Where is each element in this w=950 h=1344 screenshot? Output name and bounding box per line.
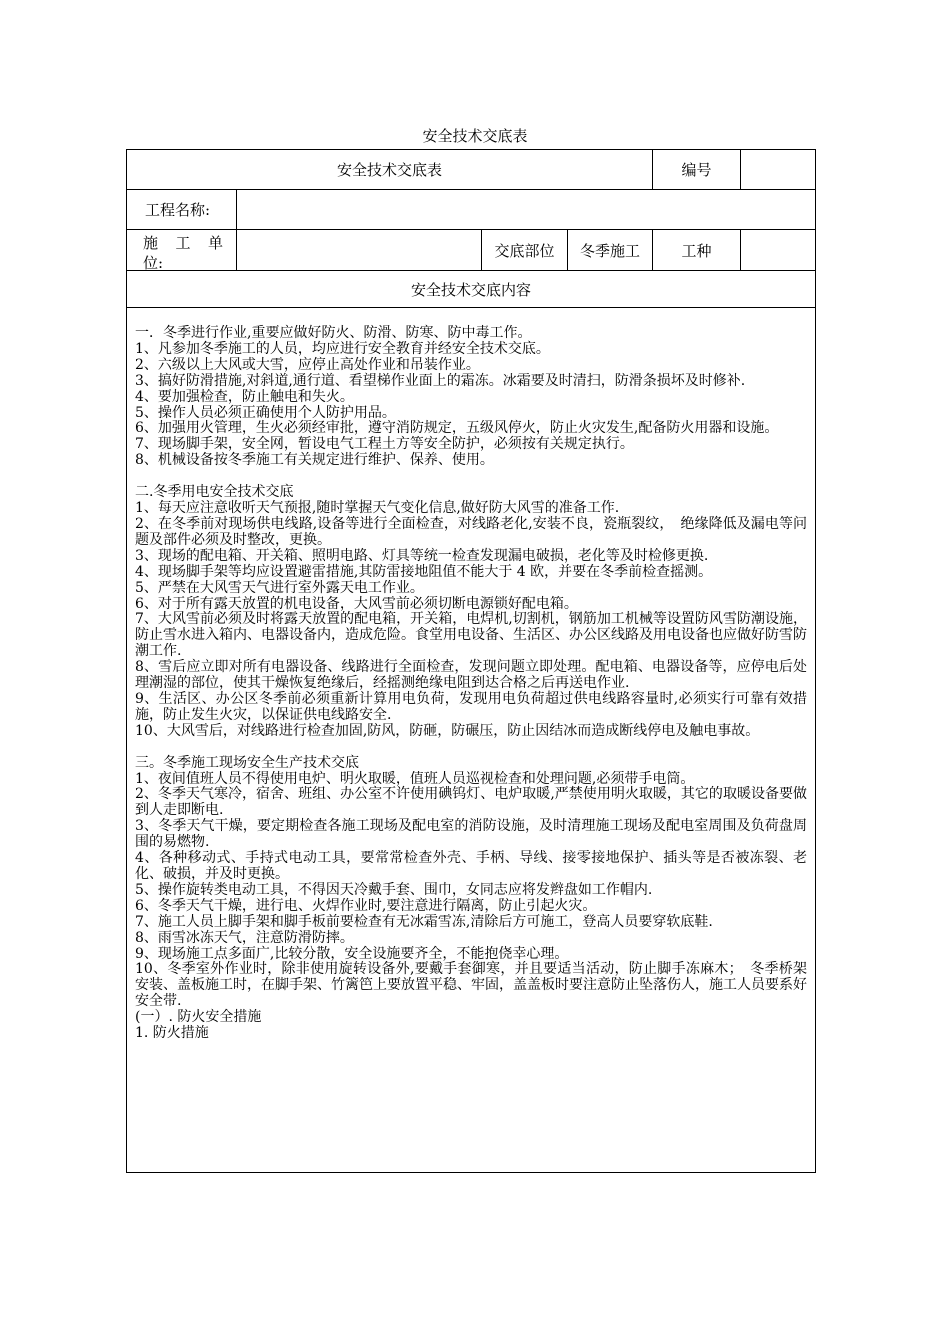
paragraph: 2、六级以上大风或大雪，应停止高处作业和吊装作业。 bbox=[135, 356, 480, 373]
paragraph: 8、雨雪冰冻天气，注意防滑防摔。 bbox=[135, 929, 354, 946]
paragraph: 8、机械设备按冬季施工有关规定进行维护、保养、使用。 bbox=[135, 452, 494, 469]
paragraph: 5、操作人员必须正确使用个人防护用品。 bbox=[135, 404, 396, 421]
paragraph: 3、现场的配电箱、开关箱、照明电路、灯具等统一检查发现漏电破损，老化等及时检修更换. bbox=[135, 547, 709, 564]
table-header-title: 安全技术交底表 bbox=[127, 150, 653, 190]
unit-label-char-3: 单 bbox=[207, 234, 223, 252]
paragraph: 3、搞好防滑措施,对斜道,通行道、看望梯作业面上的霜冻。冰霜要及时清扫，防滑条损坏及时修补. bbox=[135, 372, 746, 389]
paragraph: 9、现场施工点多面广,比较分散，安全设施要齐全，不能抱侥幸心理。 bbox=[135, 945, 569, 962]
content-body bbox=[127, 308, 816, 1173]
paragraph: 1、夜间值班人员不得使用电炉、明火取暖，值班人员巡视检查和处理问题,必须带手电筒。 bbox=[135, 770, 695, 787]
paragraph: 10、大风雪后，对线路进行检查加固,防风，防砸，防碾压，防止因结冰而造成断线停电及触电事故。 bbox=[135, 722, 760, 739]
paragraph: 1、每天应注意收听天气预报,随时掌握天气变化信息,做好防大风雪的准备工作. bbox=[135, 500, 620, 517]
paragraph: 6、加强用火管理，生火必须经审批，遵守消防规定，五级风停火，防止火灾发生,配备防火用器和设施。 bbox=[135, 420, 779, 437]
paragraph: 1、凡参加冬季施工的人员，均应进行安全教育并经安全技术交底。 bbox=[135, 340, 550, 357]
construction-unit-value[interactable] bbox=[237, 230, 482, 271]
project-name-value[interactable] bbox=[237, 190, 816, 230]
paragraph: 5、严禁在大风雪天气进行室外露天电工作业。 bbox=[135, 579, 424, 596]
paragraph: 5、操作旋转类电动工具，不得因天冷戴手套、围巾，女同志应将发辫盘如工作帽内. bbox=[135, 881, 653, 898]
number-value[interactable] bbox=[741, 150, 816, 190]
paragraph: 2、冬季天气寒冷，宿舍、班组、办公室不许使用碘钨灯、电炉取暖,严禁使用明火取暖，其它的取暖设备要做到人走即断电. bbox=[135, 786, 808, 819]
paragraph: 3、冬季天气干燥，要定期检查各施工现场及配电室的消防设施，及时清理施工现场及配电室周围及负荷盘周围的易燃物. bbox=[135, 818, 808, 851]
construction-unit-label-cell bbox=[127, 230, 237, 271]
paragraph: 4、各种移动式、手持式电动工具，要常常检查外壳、手柄、导线、接零接地保护、插头等是否被冻裂、老化、破损，并及时更换。 bbox=[135, 850, 808, 882]
paragraph: 7、大风雪前必须及时将露天放置的配电箱，开关箱，电焊机,切割机，钢筋加工机械等设置防风雪防潮设施，防止雪水进入箱内、电器设备内，造成危险。食堂用电设备、生活区、办公区线路及用电设备也应做好防雪防潮工作. bbox=[135, 611, 808, 660]
section-2 bbox=[135, 485, 807, 740]
paragraph: 8、雪后应立即对所有电器设备、线路进行全面检查，发现问题立即处理。配电箱、电器设备等，应停电后处理潮湿的部位，使其干燥恢复绝缘后，经摇测绝缘电阻到达合格之后再送电作业. bbox=[135, 659, 808, 692]
document-title: 安全技术交底表 bbox=[422, 127, 528, 145]
work-type-label: 工种 bbox=[653, 230, 741, 271]
paragraph: 7、施工人员上脚手架和脚手板前要检查有无冰霜雪冻,清除后方可施工，登高人员要穿软底鞋. bbox=[135, 913, 713, 930]
unit-label-char-1: 施 bbox=[143, 234, 159, 252]
handover-part-label: 交底部位 bbox=[482, 230, 568, 271]
paragraph: 一．冬季进行作业,重要应做好防火、防滑、防寒、防中毒工作。 bbox=[135, 325, 532, 341]
paragraph: 6、对于所有露天放置的机电设备，大风雪前必须切断电源锁好配电箱。 bbox=[135, 595, 578, 612]
spacer bbox=[135, 740, 807, 756]
number-label: 编号 bbox=[653, 150, 741, 190]
paragraph: 10、冬季室外作业时，除非使用旋转设备外,要戴手套御寒，并且要适当活动，防止脚手冻麻木； 冬季桥架安装、盖板施工时，在脚手架、竹篱笆上要放置平稳、牢固，盖盖板时要注意防止坠落伤人，施工人员要系好安全带. bbox=[135, 961, 808, 1010]
project-name-label: 工程名称: bbox=[127, 190, 237, 230]
work-type-value[interactable] bbox=[741, 230, 816, 271]
unit-label-char-2: 工 bbox=[175, 234, 191, 252]
paragraph: 4、要加强检查，防止触电和失火。 bbox=[135, 388, 354, 405]
paragraph: 2、在冬季前对现场供电线路,设备等进行全面检查，对线路老化,安装不良，瓷瓶裂纹， 绝缘降低及漏电等问题及部件必须及时整改，更换。 bbox=[135, 515, 808, 548]
paragraph: (一）. 防火安全措施 bbox=[135, 1009, 262, 1026]
paragraph: 9、生活区、办公区冬季前必须重新计算用电负荷，发现用电负荷超过供电线路容量时,必须实行可靠有效措施，防止发生火灾，以保证供电线路安全. bbox=[135, 690, 808, 723]
spacer bbox=[135, 469, 807, 485]
content-heading: 安全技术交底内容 bbox=[127, 271, 816, 308]
section-1 bbox=[135, 326, 807, 469]
handover-part-value: 冬季施工 bbox=[568, 230, 653, 271]
paragraph: 7、现场脚手架，安全网，暂设电气工程土方等安全防护，必须按有关规定执行。 bbox=[135, 436, 634, 453]
paragraph: 1. 防火措施 bbox=[135, 1025, 209, 1042]
section-3 bbox=[135, 756, 807, 1042]
paragraph: 4、现场脚手架等均应设置避雷措施,其防雷接地阻值不能大于 4 欧，并要在冬季前检查摇测。 bbox=[135, 563, 713, 580]
unit-label-line-2: 位: bbox=[143, 254, 164, 270]
paragraph: 6、冬季天气干燥，进行电、火焊作业时,要注意进行隔离，防止引起火灾。 bbox=[135, 897, 597, 914]
safety-briefing-table bbox=[126, 149, 816, 1173]
paragraph: 二.冬季用电安全技术交底 bbox=[135, 484, 294, 501]
paragraph: 三。冬季施工现场安全生产技术交底 bbox=[135, 754, 359, 771]
